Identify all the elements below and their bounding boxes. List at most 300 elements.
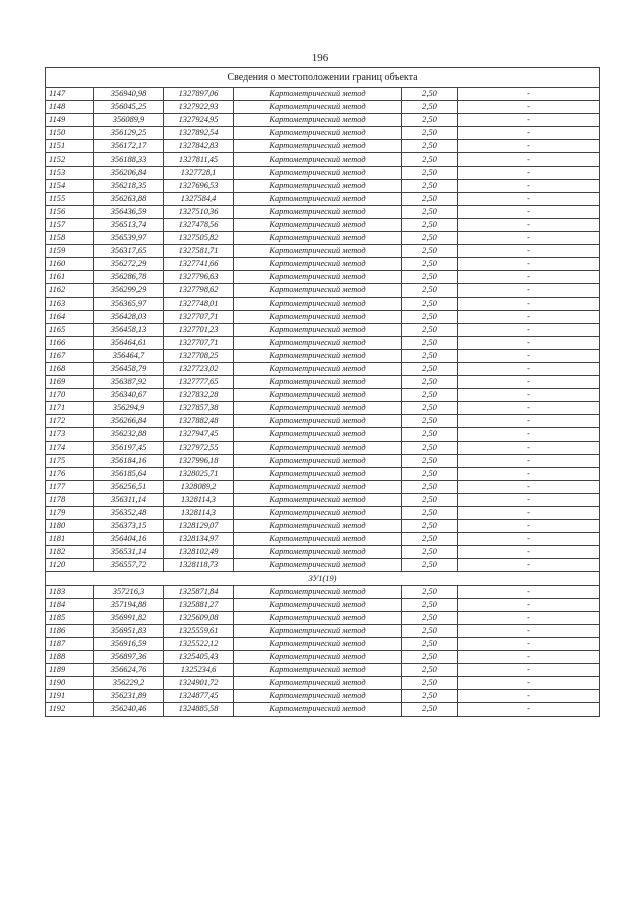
x-coordinate-cell: 356387,92 bbox=[94, 376, 164, 389]
x-coordinate-cell: 356436,59 bbox=[94, 205, 164, 218]
point-number-cell: 1174 bbox=[46, 441, 94, 454]
point-number-cell: 1185 bbox=[46, 611, 94, 624]
x-coordinate-cell: 356404,16 bbox=[94, 533, 164, 546]
table-row bbox=[46, 323, 600, 336]
x-coordinate-cell: 356129,25 bbox=[94, 127, 164, 140]
y-coordinate-cell: 1327707,71 bbox=[164, 310, 234, 323]
point-number-cell: 1159 bbox=[46, 245, 94, 258]
x-coordinate-cell: 356266,84 bbox=[94, 415, 164, 428]
point-number-cell: 1192 bbox=[46, 703, 94, 716]
method-cell: Картометрический метод bbox=[234, 179, 402, 192]
x-coordinate-cell: 356272,29 bbox=[94, 258, 164, 271]
method-cell: Картометрический метод bbox=[234, 415, 402, 428]
description-cell: - bbox=[458, 559, 600, 572]
y-coordinate-cell: 1327723,02 bbox=[164, 362, 234, 375]
description-cell: - bbox=[458, 376, 600, 389]
y-coordinate-cell: 1327796,63 bbox=[164, 271, 234, 284]
description-cell: - bbox=[458, 703, 600, 716]
y-coordinate-cell: 1325522,12 bbox=[164, 637, 234, 650]
method-cell: Картометрический метод bbox=[234, 271, 402, 284]
accuracy-cell: 2,50 bbox=[402, 546, 458, 559]
table-row bbox=[46, 493, 600, 506]
point-number-cell: 1188 bbox=[46, 651, 94, 664]
method-cell: Картометрический метод bbox=[234, 127, 402, 140]
section-row bbox=[46, 572, 600, 585]
table-row bbox=[46, 637, 600, 650]
description-cell: - bbox=[458, 624, 600, 637]
table-row bbox=[46, 520, 600, 533]
accuracy-cell: 2,50 bbox=[402, 703, 458, 716]
description-cell: - bbox=[458, 493, 600, 506]
y-coordinate-cell: 1327857,38 bbox=[164, 402, 234, 415]
point-number-cell: 1161 bbox=[46, 271, 94, 284]
accuracy-cell: 2,50 bbox=[402, 127, 458, 140]
x-coordinate-cell: 356373,15 bbox=[94, 520, 164, 533]
point-number-cell: 1120 bbox=[46, 559, 94, 572]
y-coordinate-cell: 1327505,82 bbox=[164, 232, 234, 245]
y-coordinate-cell: 1328089,2 bbox=[164, 480, 234, 493]
table-row bbox=[46, 336, 600, 349]
point-number-cell: 1165 bbox=[46, 323, 94, 336]
point-number-cell: 1177 bbox=[46, 480, 94, 493]
x-coordinate-cell: 356299,29 bbox=[94, 284, 164, 297]
method-cell: Картометрический метод bbox=[234, 192, 402, 205]
accuracy-cell: 2,50 bbox=[402, 585, 458, 598]
y-coordinate-cell: 1327811,45 bbox=[164, 153, 234, 166]
description-cell: - bbox=[458, 533, 600, 546]
method-cell: Картометрический метод bbox=[234, 624, 402, 637]
table-row bbox=[46, 166, 600, 179]
method-cell: Картометрический метод bbox=[234, 441, 402, 454]
description-cell: - bbox=[458, 415, 600, 428]
x-coordinate-cell: 356206,84 bbox=[94, 166, 164, 179]
point-number-cell: 1184 bbox=[46, 598, 94, 611]
accuracy-cell: 2,50 bbox=[402, 389, 458, 402]
description-cell: - bbox=[458, 88, 600, 101]
point-number-cell: 1182 bbox=[46, 546, 94, 559]
y-coordinate-cell: 1327510,36 bbox=[164, 205, 234, 218]
description-cell: - bbox=[458, 362, 600, 375]
y-coordinate-cell: 1328118,73 bbox=[164, 559, 234, 572]
description-cell: - bbox=[458, 218, 600, 231]
point-number-cell: 1167 bbox=[46, 349, 94, 362]
method-cell: Картометрический метод bbox=[234, 493, 402, 506]
table-row bbox=[46, 140, 600, 153]
table-row bbox=[46, 114, 600, 127]
x-coordinate-cell: 356624,76 bbox=[94, 664, 164, 677]
point-number-cell: 1147 bbox=[46, 88, 94, 101]
y-coordinate-cell: 1328114,3 bbox=[164, 493, 234, 506]
description-cell: - bbox=[458, 127, 600, 140]
description-cell: - bbox=[458, 271, 600, 284]
y-coordinate-cell: 1325559,61 bbox=[164, 624, 234, 637]
table-row bbox=[46, 677, 600, 690]
point-number-cell: 1148 bbox=[46, 101, 94, 114]
description-cell: - bbox=[458, 546, 600, 559]
table-row bbox=[46, 402, 600, 415]
table-row bbox=[46, 664, 600, 677]
accuracy-cell: 2,50 bbox=[402, 258, 458, 271]
point-number-cell: 1154 bbox=[46, 179, 94, 192]
point-number-cell: 1181 bbox=[46, 533, 94, 546]
table-row bbox=[46, 376, 600, 389]
y-coordinate-cell: 1327842,83 bbox=[164, 140, 234, 153]
x-coordinate-cell: 356256,51 bbox=[94, 480, 164, 493]
point-number-cell: 1152 bbox=[46, 153, 94, 166]
y-coordinate-cell: 1327996,18 bbox=[164, 454, 234, 467]
description-cell: - bbox=[458, 651, 600, 664]
accuracy-cell: 2,50 bbox=[402, 297, 458, 310]
description-cell: - bbox=[458, 389, 600, 402]
point-number-cell: 1170 bbox=[46, 389, 94, 402]
description-cell: - bbox=[458, 205, 600, 218]
x-coordinate-cell: 356458,13 bbox=[94, 323, 164, 336]
point-number-cell: 1149 bbox=[46, 114, 94, 127]
accuracy-cell: 2,50 bbox=[402, 690, 458, 703]
y-coordinate-cell: 1327882,48 bbox=[164, 415, 234, 428]
method-cell: Картометрический метод bbox=[234, 533, 402, 546]
description-cell: - bbox=[458, 480, 600, 493]
point-number-cell: 1173 bbox=[46, 428, 94, 441]
point-number-cell: 1172 bbox=[46, 415, 94, 428]
accuracy-cell: 2,50 bbox=[402, 153, 458, 166]
method-cell: Картометрический метод bbox=[234, 336, 402, 349]
table-row bbox=[46, 179, 600, 192]
table-row bbox=[46, 271, 600, 284]
y-coordinate-cell: 1327947,45 bbox=[164, 428, 234, 441]
point-number-cell: 1156 bbox=[46, 205, 94, 218]
table-row bbox=[46, 232, 600, 245]
accuracy-cell: 2,50 bbox=[402, 140, 458, 153]
accuracy-cell: 2,50 bbox=[402, 598, 458, 611]
method-cell: Картометрический метод bbox=[234, 205, 402, 218]
point-number-cell: 1163 bbox=[46, 297, 94, 310]
y-coordinate-cell: 1327748,01 bbox=[164, 297, 234, 310]
table-row bbox=[46, 703, 600, 716]
method-cell: Картометрический метод bbox=[234, 258, 402, 271]
accuracy-cell: 2,50 bbox=[402, 362, 458, 375]
description-cell: - bbox=[458, 349, 600, 362]
description-cell: - bbox=[458, 637, 600, 650]
y-coordinate-cell: 1327708,25 bbox=[164, 349, 234, 362]
accuracy-cell: 2,50 bbox=[402, 454, 458, 467]
accuracy-cell: 2,50 bbox=[402, 559, 458, 572]
accuracy-cell: 2,50 bbox=[402, 218, 458, 231]
y-coordinate-cell: 1328114,3 bbox=[164, 507, 234, 520]
method-cell: Картометрический метод bbox=[234, 88, 402, 101]
y-coordinate-cell: 1325234,6 bbox=[164, 664, 234, 677]
table-row bbox=[46, 218, 600, 231]
point-number-cell: 1183 bbox=[46, 585, 94, 598]
point-number-cell: 1151 bbox=[46, 140, 94, 153]
table-row bbox=[46, 428, 600, 441]
method-cell: Картометрический метод bbox=[234, 637, 402, 650]
y-coordinate-cell: 1325609,08 bbox=[164, 611, 234, 624]
accuracy-cell: 2,50 bbox=[402, 284, 458, 297]
table-row bbox=[46, 88, 600, 101]
x-coordinate-cell: 356916,59 bbox=[94, 637, 164, 650]
method-cell: Картометрический метод bbox=[234, 480, 402, 493]
point-number-cell: 1171 bbox=[46, 402, 94, 415]
point-number-cell: 1157 bbox=[46, 218, 94, 231]
accuracy-cell: 2,50 bbox=[402, 336, 458, 349]
table-row bbox=[46, 480, 600, 493]
description-cell: - bbox=[458, 192, 600, 205]
accuracy-cell: 2,50 bbox=[402, 271, 458, 284]
method-cell: Картометрический метод bbox=[234, 585, 402, 598]
accuracy-cell: 2,50 bbox=[402, 402, 458, 415]
point-number-cell: 1169 bbox=[46, 376, 94, 389]
x-coordinate-cell: 356428,03 bbox=[94, 310, 164, 323]
x-coordinate-cell: 356263,88 bbox=[94, 192, 164, 205]
point-number-cell: 1166 bbox=[46, 336, 94, 349]
x-coordinate-cell: 357194,88 bbox=[94, 598, 164, 611]
table-row bbox=[46, 389, 600, 402]
accuracy-cell: 2,50 bbox=[402, 677, 458, 690]
x-coordinate-cell: 356340,67 bbox=[94, 389, 164, 402]
y-coordinate-cell: 1327696,53 bbox=[164, 179, 234, 192]
y-coordinate-cell: 1327701,23 bbox=[164, 323, 234, 336]
description-cell: - bbox=[458, 297, 600, 310]
x-coordinate-cell: 356232,88 bbox=[94, 428, 164, 441]
x-coordinate-cell: 356897,36 bbox=[94, 651, 164, 664]
point-number-cell: 1180 bbox=[46, 520, 94, 533]
accuracy-cell: 2,50 bbox=[402, 611, 458, 624]
y-coordinate-cell: 1327924,95 bbox=[164, 114, 234, 127]
accuracy-cell: 2,50 bbox=[402, 533, 458, 546]
x-coordinate-cell: 356218,35 bbox=[94, 179, 164, 192]
point-number-cell: 1150 bbox=[46, 127, 94, 140]
method-cell: Картометрический метод bbox=[234, 232, 402, 245]
accuracy-cell: 2,50 bbox=[402, 179, 458, 192]
table-row bbox=[46, 651, 600, 664]
point-number-cell: 1162 bbox=[46, 284, 94, 297]
table-row bbox=[46, 454, 600, 467]
method-cell: Картометрический метод bbox=[234, 166, 402, 179]
y-coordinate-cell: 1328025,71 bbox=[164, 467, 234, 480]
boundary-coordinates-table bbox=[45, 67, 600, 717]
accuracy-cell: 2,50 bbox=[402, 415, 458, 428]
x-coordinate-cell: 356286,78 bbox=[94, 271, 164, 284]
accuracy-cell: 2,50 bbox=[402, 166, 458, 179]
table-row bbox=[46, 153, 600, 166]
y-coordinate-cell: 1327741,66 bbox=[164, 258, 234, 271]
description-cell: - bbox=[458, 101, 600, 114]
point-number-cell: 1178 bbox=[46, 493, 94, 506]
table-row bbox=[46, 192, 600, 205]
table-row bbox=[46, 127, 600, 140]
accuracy-cell: 2,50 bbox=[402, 245, 458, 258]
x-coordinate-cell: 356317,65 bbox=[94, 245, 164, 258]
description-cell: - bbox=[458, 323, 600, 336]
description-cell: - bbox=[458, 690, 600, 703]
y-coordinate-cell: 1324901,72 bbox=[164, 677, 234, 690]
x-coordinate-cell: 356365,97 bbox=[94, 297, 164, 310]
y-coordinate-cell: 1327478,56 bbox=[164, 218, 234, 231]
y-coordinate-cell: 1324877,45 bbox=[164, 690, 234, 703]
point-number-cell: 1190 bbox=[46, 677, 94, 690]
accuracy-cell: 2,50 bbox=[402, 349, 458, 362]
accuracy-cell: 2,50 bbox=[402, 323, 458, 336]
y-coordinate-cell: 1327832,28 bbox=[164, 389, 234, 402]
x-coordinate-cell: 356294,9 bbox=[94, 402, 164, 415]
table-row bbox=[46, 101, 600, 114]
point-number-cell: 1191 bbox=[46, 690, 94, 703]
accuracy-cell: 2,50 bbox=[402, 507, 458, 520]
x-coordinate-cell: 356464,7 bbox=[94, 349, 164, 362]
accuracy-cell: 2,50 bbox=[402, 480, 458, 493]
section-label: ЗУ1(19) bbox=[46, 572, 600, 585]
x-coordinate-cell: 356231,89 bbox=[94, 690, 164, 703]
description-cell: - bbox=[458, 611, 600, 624]
table-row bbox=[46, 245, 600, 258]
x-coordinate-cell: 356240,46 bbox=[94, 703, 164, 716]
table-row bbox=[46, 546, 600, 559]
description-cell: - bbox=[458, 585, 600, 598]
x-coordinate-cell: 356513,74 bbox=[94, 218, 164, 231]
point-number-cell: 1186 bbox=[46, 624, 94, 637]
y-coordinate-cell: 1325871,84 bbox=[164, 585, 234, 598]
accuracy-cell: 2,50 bbox=[402, 493, 458, 506]
description-cell: - bbox=[458, 664, 600, 677]
description-cell: - bbox=[458, 166, 600, 179]
method-cell: Картометрический метод bbox=[234, 376, 402, 389]
description-cell: - bbox=[458, 677, 600, 690]
table-row bbox=[46, 559, 600, 572]
description-cell: - bbox=[458, 402, 600, 415]
x-coordinate-cell: 356229,2 bbox=[94, 677, 164, 690]
accuracy-cell: 2,50 bbox=[402, 101, 458, 114]
method-cell: Картометрический метод bbox=[234, 114, 402, 127]
table-row bbox=[46, 611, 600, 624]
method-cell: Картометрический метод bbox=[234, 677, 402, 690]
y-coordinate-cell: 1324885,58 bbox=[164, 703, 234, 716]
method-cell: Картометрический метод bbox=[234, 690, 402, 703]
method-cell: Картометрический метод bbox=[234, 153, 402, 166]
point-number-cell: 1155 bbox=[46, 192, 94, 205]
y-coordinate-cell: 1325881,27 bbox=[164, 598, 234, 611]
method-cell: Картометрический метод bbox=[234, 507, 402, 520]
table-row bbox=[46, 585, 600, 598]
method-cell: Картометрический метод bbox=[234, 703, 402, 716]
description-cell: - bbox=[458, 454, 600, 467]
accuracy-cell: 2,50 bbox=[402, 624, 458, 637]
y-coordinate-cell: 1328102,49 bbox=[164, 546, 234, 559]
method-cell: Картометрический метод bbox=[234, 598, 402, 611]
point-number-cell: 1153 bbox=[46, 166, 94, 179]
point-number-cell: 1160 bbox=[46, 258, 94, 271]
description-cell: - bbox=[458, 507, 600, 520]
method-cell: Картометрический метод bbox=[234, 297, 402, 310]
x-coordinate-cell: 357216,3 bbox=[94, 585, 164, 598]
y-coordinate-cell: 1327897,06 bbox=[164, 88, 234, 101]
y-coordinate-cell: 1325405,43 bbox=[164, 651, 234, 664]
description-cell: - bbox=[458, 310, 600, 323]
table-row bbox=[46, 205, 600, 218]
x-coordinate-cell: 356311,14 bbox=[94, 493, 164, 506]
description-cell: - bbox=[458, 245, 600, 258]
table-row bbox=[46, 690, 600, 703]
description-cell: - bbox=[458, 441, 600, 454]
table-row bbox=[46, 624, 600, 637]
method-cell: Картометрический метод bbox=[234, 611, 402, 624]
method-cell: Картометрический метод bbox=[234, 389, 402, 402]
description-cell: - bbox=[458, 428, 600, 441]
y-coordinate-cell: 1327777,65 bbox=[164, 376, 234, 389]
y-coordinate-cell: 1327922,93 bbox=[164, 101, 234, 114]
x-coordinate-cell: 356557,72 bbox=[94, 559, 164, 572]
table-row bbox=[46, 441, 600, 454]
description-cell: - bbox=[458, 520, 600, 533]
table-row bbox=[46, 362, 600, 375]
table-row bbox=[46, 533, 600, 546]
point-number-cell: 1164 bbox=[46, 310, 94, 323]
accuracy-cell: 2,50 bbox=[402, 664, 458, 677]
description-cell: - bbox=[458, 284, 600, 297]
accuracy-cell: 2,50 bbox=[402, 520, 458, 533]
table-row bbox=[46, 258, 600, 271]
table-row bbox=[46, 310, 600, 323]
method-cell: Картометрический метод bbox=[234, 546, 402, 559]
accuracy-cell: 2,50 bbox=[402, 88, 458, 101]
method-cell: Картометрический метод bbox=[234, 467, 402, 480]
method-cell: Картометрический метод bbox=[234, 428, 402, 441]
table-row bbox=[46, 284, 600, 297]
method-cell: Картометрический метод bbox=[234, 101, 402, 114]
accuracy-cell: 2,50 bbox=[402, 232, 458, 245]
method-cell: Картометрический метод bbox=[234, 284, 402, 297]
y-coordinate-cell: 1327707,71 bbox=[164, 336, 234, 349]
x-coordinate-cell: 356089,9 bbox=[94, 114, 164, 127]
x-coordinate-cell: 356951,83 bbox=[94, 624, 164, 637]
method-cell: Картометрический метод bbox=[234, 140, 402, 153]
point-number-cell: 1176 bbox=[46, 467, 94, 480]
x-coordinate-cell: 356539,97 bbox=[94, 232, 164, 245]
table-title: Сведения о местоположении границ объекта bbox=[46, 68, 600, 88]
table-row bbox=[46, 598, 600, 611]
description-cell: - bbox=[458, 179, 600, 192]
x-coordinate-cell: 356188,33 bbox=[94, 153, 164, 166]
x-coordinate-cell: 356197,45 bbox=[94, 441, 164, 454]
method-cell: Картометрический метод bbox=[234, 664, 402, 677]
description-cell: - bbox=[458, 140, 600, 153]
accuracy-cell: 2,50 bbox=[402, 114, 458, 127]
point-number-cell: 1179 bbox=[46, 507, 94, 520]
accuracy-cell: 2,50 bbox=[402, 441, 458, 454]
x-coordinate-cell: 356045,25 bbox=[94, 101, 164, 114]
point-number-cell: 1189 bbox=[46, 664, 94, 677]
method-cell: Картометрический метод bbox=[234, 520, 402, 533]
point-number-cell: 1175 bbox=[46, 454, 94, 467]
point-number-cell: 1187 bbox=[46, 637, 94, 650]
x-coordinate-cell: 356940,98 bbox=[94, 88, 164, 101]
x-coordinate-cell: 356531,14 bbox=[94, 546, 164, 559]
y-coordinate-cell: 1327892,54 bbox=[164, 127, 234, 140]
method-cell: Картометрический метод bbox=[234, 349, 402, 362]
method-cell: Картометрический метод bbox=[234, 310, 402, 323]
x-coordinate-cell: 356991,82 bbox=[94, 611, 164, 624]
table-row bbox=[46, 415, 600, 428]
y-coordinate-cell: 1328129,07 bbox=[164, 520, 234, 533]
y-coordinate-cell: 1327584,4 bbox=[164, 192, 234, 205]
y-coordinate-cell: 1327728,1 bbox=[164, 166, 234, 179]
method-cell: Картометрический метод bbox=[234, 323, 402, 336]
table-row bbox=[46, 467, 600, 480]
accuracy-cell: 2,50 bbox=[402, 205, 458, 218]
y-coordinate-cell: 1327798,62 bbox=[164, 284, 234, 297]
description-cell: - bbox=[458, 232, 600, 245]
page-number: 196 bbox=[311, 52, 329, 64]
